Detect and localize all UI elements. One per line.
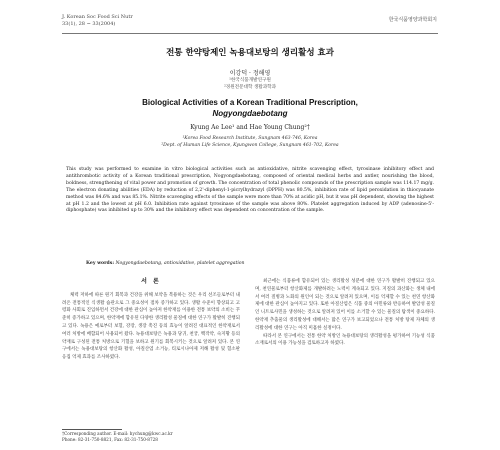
keywords-text: Nogyongdaebotang, antioxidative, platelet aggregation [115, 261, 245, 266]
title-english [62, 97, 438, 119]
footnote-divider [62, 429, 122, 430]
affiliation-en-1: ¹Korea Food Research Institute, Sungnam 463-746, Korea [182, 136, 318, 141]
body-paragraph: 따라서 본 연구에서는 전통 한약 처방인 녹용대보탕의 생리활성을 평가하여 기능성 식품 소재로서의 이용 가능성을 검토하고자 하였다. [255, 333, 435, 347]
footnote-email: †Corresponding author. E-mail: hychung@kwc.ac.kr [62, 431, 173, 436]
affiliation-en-2: ²Dept. of Human Life Science, Kyungwon College, Sungnam 461-702, Korea [161, 142, 339, 148]
header-divider [62, 33, 438, 34]
footnote [62, 431, 242, 443]
keywords [86, 261, 434, 266]
authors-korean: 이강덕 · 정해영 [229, 70, 271, 77]
title-english-line1: Biological Activities of a Korean Traditional Prescription, [142, 98, 358, 107]
journal-volume: 33(1), 28 ~ 33(2004) [62, 20, 116, 27]
affiliations-english [62, 136, 438, 149]
journal-citation [62, 14, 133, 27]
affiliation-ko-1: ¹한국식품개발연구원 [229, 78, 271, 83]
body-paragraph: 최근에는 식품류에 함유되어 있는 생리활성 성분에 대한 연구가 활발히 진행되고 있으며, 천연물로부터 항산화제를 개발하려는 노력이 계속되고 있다. 지질의 과산화는 생체 내에서 여러 질병과 노화의 원인이 되는 것으로 알려져 있으며, 이를 억제할 수 있는 천연 항산화제에 대한 관심이 높아지고 있다. 또한 아질산염은 식품 중의 아민류와 반응하여 발암성 물질인 니트로사민을 생성하는 것으로 알려져 있어 이를 소거할 수 있는 물질의 탐색이 중요하다. 한약재 추출물의 생리활성에 대해서는 많은 연구가 보고되었으나 전통 처방 탕제 자체의 생리활성에 대한 연구는 아직 미흡한 실정이다. [255, 279, 435, 331]
keywords-label: Key words: [86, 261, 115, 266]
body-column-right [255, 278, 435, 348]
journal-name: J. Korean Soc Food Sci Nutr [62, 14, 133, 20]
authors-english: Kyung Ae Lee¹ and Hae Young Chung²† [190, 124, 310, 131]
title-korean: 전통 한약탕제인 녹용대보탕의 생리활성 효과 [166, 48, 334, 58]
affiliation-ko-2: ²경원전문대학 생활과학과 [223, 84, 277, 90]
journal-name-ko: 한국식품영양과학회지 [388, 17, 437, 23]
affiliations-korean [62, 78, 438, 91]
title-english-line2: Nogyongdaebotang [212, 109, 288, 118]
section-heading-introduction: 서 론 [141, 278, 161, 285]
abstract: This study was performed to examine in vitro biological activities such as antioxidative, nitrite scavenging effect, tyrosinase inhibitory effect and antithrombotic activity of a Korean traditional prescription, Nogyongdaebotang, composed of oriental medical herbs and antler, nourishing the blood, boldness, strengthening of vital power and promotion of growth. The concentration of total phenolic compounds of the prescription sample was 114.17 mg/g. The electron donating abilities (EDA) by reduction of 2,2'-diphenyl-1-picrylhydrazyl (DPPH) was 80.5%, inhibition rate of lipid peroxidation in thiocyanate method was 84.6% and was 85.1%. Nitrite scavenging effects of the sample were more than 70% at acidic pH, but it was pH dependent, showing the highest at pH 1.2 and the lowest at pH 6.0. Inhibition rate against tyrosinase of the sample was above 80%. Platelet aggregation induced by ADP (adenosine-5'-diphosphate) was inhibited up to 30% and the inhibitory effect was dependent on concentration of the sample. [66, 167, 434, 214]
footnote-phone: Phone: 82-31-750-8821, Fax: 82-31-750-8728 [62, 437, 158, 442]
body-column-left [62, 278, 240, 362]
body-paragraph: 체력 저하에 따른 원기 회복과 건강을 위해 보약을 복용하는 것은 우리 선조들로부터 내려온 전통적인 식생활 습관으로 그 중요성이 점차 증가하고 있다. 생활 수준이 향상되고 고령화 사회로 진입하면서 건강에 대한 관심이 높아져 한약재를 이용한 전통 보약의 소비는 꾸준히 증가하고 있으며, 한약재에 함유된 다양한 생리활성 물질에 대한 연구가 활발히 진행되고 있다. 녹용은 예로부터 보혈, 강장, 생장 촉진 등의 효능이 알려진 대표적인 한약재로서 여러 처방에 배합되어 사용되어 왔다. 녹용대보탕은 녹용과 당귀, 천궁, 백작약, 숙지황 등의 약재로 구성된 전통 처방으로 기혈을 보하고 원기를 회복시키는 것으로 알려져 있다. 본 연구에서는 녹용대보탕의 항산화 활성, 아질산염 소거능, 티로시나아제 저해 활성 및 혈소판 응집 억제 효과를 조사하였다. [62, 292, 241, 361]
